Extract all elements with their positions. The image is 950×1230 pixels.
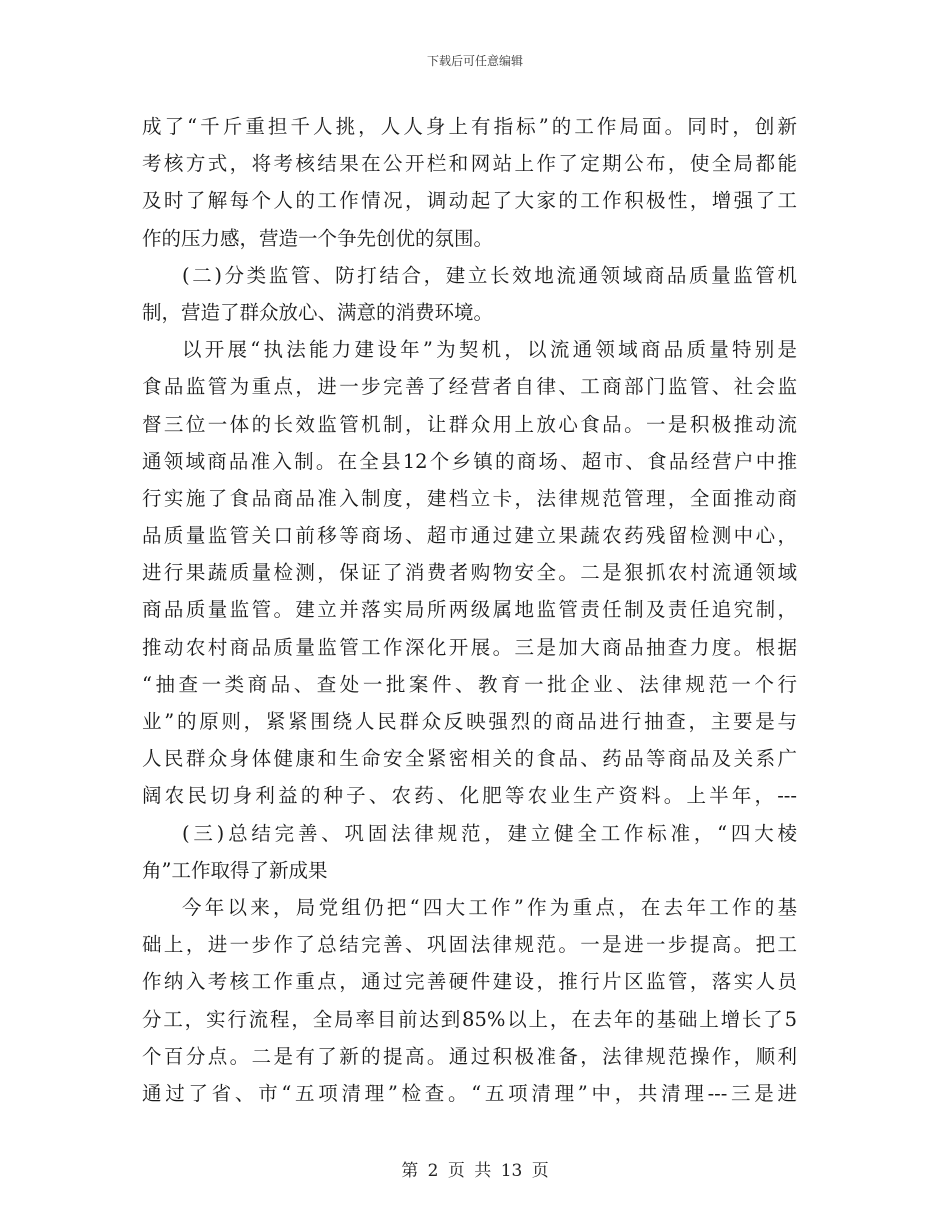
- text-line: 分工，实行流程，全局率目前达到85%以上，在去年的基础上增长了5: [142, 1007, 797, 1031]
- text-line: 及时了解每个人的工作情况，调动起了大家的工作积极性，增强了工: [142, 189, 797, 213]
- text-line: 成了“千斤重担千人挑，人人身上有指标”的工作局面。同时，创新: [142, 115, 797, 138]
- text-line: 人民群众身体健康和生命安全紧密相关的食品、药品等商品及关系广: [142, 747, 797, 771]
- text-line: 业”的原则，紧紧围绕人民群众反映强烈的商品进行抽查，主要是与: [142, 710, 797, 733]
- text-line: 行实施了食品商品准入制度，建档立卡，法律规范管理，全面推动商: [142, 486, 797, 510]
- text-line: 进行果蔬质量检测，保证了消费者购物安全。二是狠抓农村流通领域: [142, 561, 797, 585]
- text-line: 考核方式，将考核结果在公开栏和网站上作了定期公布，使全局都能: [142, 152, 797, 176]
- text-line: 推动农村商品质量监管工作深化开展。三是加大商品抽查力度。根据: [142, 635, 797, 659]
- text-line: 今年以来，局党组仍把“四大工作”作为重点，在去年工作的基: [182, 895, 797, 919]
- text-line: (三)总结完善、巩固法律规范，建立健全工作标准，“四大棱: [182, 821, 797, 845]
- text-line: 通领域商品准入制。在全县12个乡镇的商场、超市、食品经营户中推: [142, 449, 797, 473]
- text-line: 通过了省、市“五项清理”检查。“五项清理”中，共清理---三是进: [142, 1081, 797, 1105]
- document-body: [142, 108, 797, 1112]
- text-line: 个百分点。二是有了新的提高。通过积极准备，法律规范操作，顺利: [142, 1044, 797, 1068]
- text-line: 作的压力感，营造一个争先创优的氛围。: [142, 226, 494, 250]
- page-footer: 第 2 页 共 13 页: [401, 1161, 549, 1181]
- text-line: 以开展“执法能力建设年”为契机，以流通领域商品质量特别是: [182, 338, 797, 362]
- text-line: 阔农民切身利益的种子、农药、化肥等农业生产资料。上半年，---: [142, 784, 797, 808]
- text-line: 角”工作取得了新成果: [142, 858, 328, 882]
- text-line: 商品质量监管。建立并落实局所两级属地监管责任制及责任追究制，: [142, 598, 797, 622]
- text-line: 督三位一体的长效监管机制，让群众用上放心食品。一是积极推动流: [142, 412, 797, 436]
- text-line: 础上，进一步作了总结完善、巩固法律规范。一是进一步提高。把工: [142, 933, 797, 957]
- text-line: 品质量监管关口前移等商场、超市通过建立果蔬农药残留检测中心，: [142, 524, 797, 548]
- text-line: 食品监管为重点，进一步完善了经营者自律、工商部门监管、社会监: [142, 375, 797, 399]
- text-line: 制，营造了群众放心、满意的消费环境。: [142, 300, 494, 324]
- text-line: “抽查一类商品、查处一批案件、教育一批企业、法律规范一个行: [142, 672, 797, 696]
- text-line: (二)分类监管、防打结合，建立长效地流通领域商品质量监管机: [182, 263, 797, 287]
- page-header: 下载后可任意编辑: [426, 54, 523, 68]
- text-line: 作纳入考核工作重点，通过完善硬件建设，推行片区监管，落实人员: [142, 970, 797, 994]
